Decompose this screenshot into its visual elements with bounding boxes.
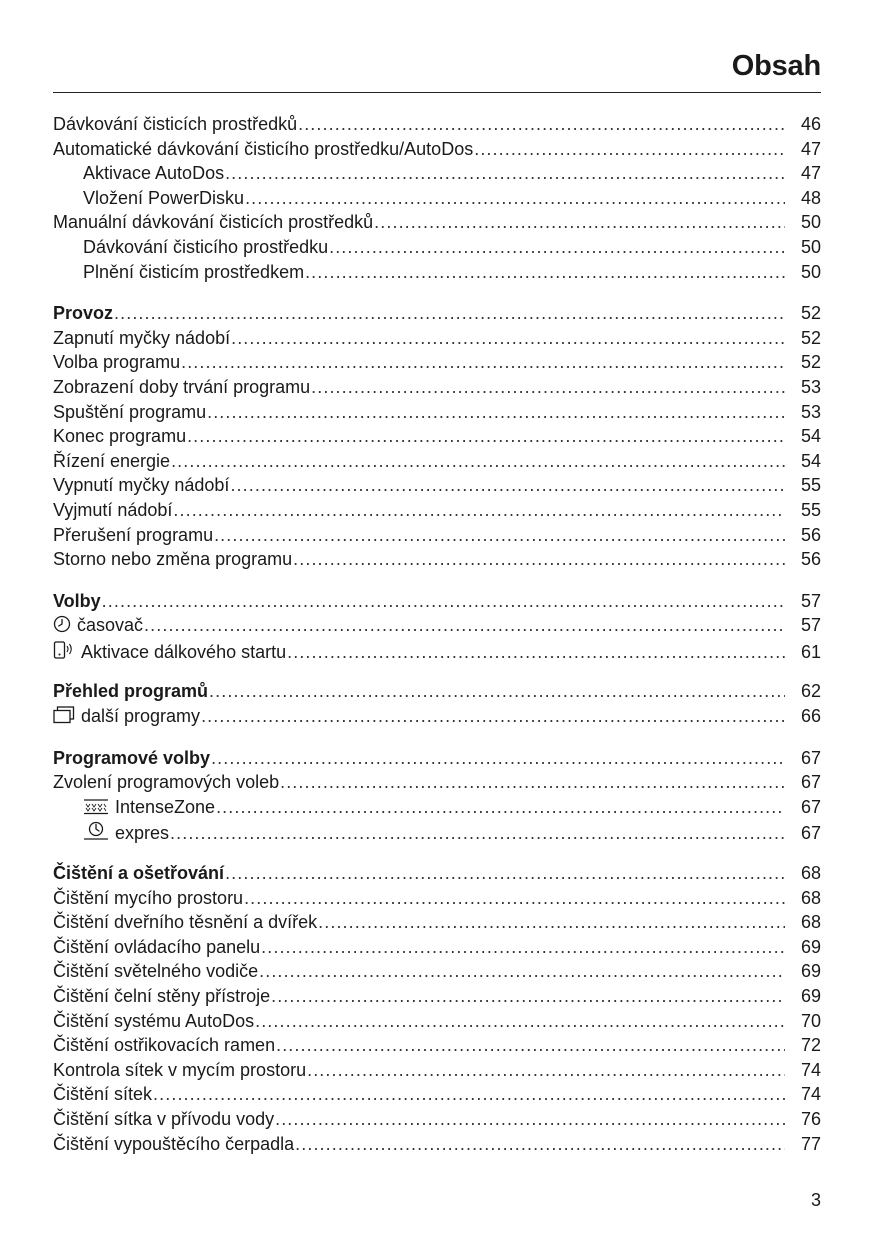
dot-leader (216, 795, 785, 820)
title-divider (53, 92, 821, 93)
toc-entry-label: Volba programu (53, 352, 181, 373)
dot-leader (225, 861, 785, 886)
toc-entry-label: Čištění sítek (53, 1084, 153, 1105)
toc-entry-manualni-davkovani-cisticich-prostredku[interactable] (53, 210, 821, 235)
toc-entry-title (53, 910, 317, 935)
dot-leader (201, 704, 785, 729)
dot-leader (298, 112, 785, 137)
toc-entry-davkovani-cisticich-prostredku[interactable] (53, 112, 821, 137)
page-title: Obsah (731, 50, 821, 82)
toc-entry-title (53, 1033, 275, 1058)
toc-entry-rizeni-energie[interactable] (53, 449, 821, 474)
toc-page-number: 67 (800, 823, 821, 844)
toc-entry-aktivace-dalkoveho-startu[interactable] (53, 638, 821, 663)
toc-page-number: 52 (800, 327, 821, 348)
dot-leader (114, 301, 785, 326)
toc-entry-label: Programové volby (53, 747, 211, 768)
toc-entry-cisteni-systemu-autodos[interactable] (53, 1009, 821, 1034)
toc-page-number: 67 (800, 796, 821, 817)
expres-icon (83, 821, 109, 848)
dot-leader (230, 473, 785, 498)
toc-page-number: 52 (800, 352, 821, 373)
toc-entry-title (53, 1058, 306, 1083)
dot-leader (211, 746, 785, 771)
dot-leader (275, 1107, 785, 1132)
toc-entry-title (53, 400, 206, 425)
toc-entry-title (53, 638, 286, 665)
toc-entry-title (53, 935, 260, 960)
dot-leader (209, 679, 785, 704)
toc-entry-provoz[interactable] (53, 301, 821, 326)
toc-entry-title (53, 547, 292, 572)
toc-entry-konec-programu[interactable] (53, 424, 821, 449)
toc-entry-label: Dávkování čisticích prostředků (53, 114, 298, 134)
toc-entry-title (53, 523, 213, 548)
toc-entry-volby[interactable] (53, 589, 821, 614)
dot-leader (293, 547, 785, 572)
toc-entry-label: Zapnutí myčky nádobí (53, 327, 231, 348)
toc-page-number: 70 (800, 1010, 821, 1031)
toc-entry-title (53, 984, 270, 1009)
toc-entry-dalsi-programy[interactable] (53, 704, 821, 729)
toc-entry-cisteni-a-osetrovani[interactable] (53, 861, 821, 886)
toc-entry-label: Kontrola sítek v mycím prostoru (53, 1059, 307, 1080)
dot-leader (474, 137, 785, 162)
toc-entry-prehled-programu[interactable] (53, 679, 821, 704)
page-number: 3 (810, 1190, 821, 1210)
toc-section (53, 301, 821, 572)
toc-entry-title (53, 1009, 254, 1034)
toc-page-number: 76 (800, 1108, 821, 1129)
toc-entry-label: Čištění sítka v přívodu vody (53, 1108, 275, 1129)
remote-start-icon (53, 640, 75, 667)
toc-page-number: 50 (800, 236, 821, 257)
toc-entry-title (53, 301, 113, 326)
toc-entry-title (53, 959, 258, 984)
toc-entry-label: Čištění ovládacího panelu (53, 936, 261, 957)
toc-section (53, 589, 821, 663)
toc-page-number: 48 (800, 187, 821, 208)
dot-leader (170, 821, 785, 846)
toc-entry-label: Aktivace AutoDos (83, 163, 225, 184)
toc-entry-label: Storno nebo změna programu (53, 549, 293, 570)
dot-leader (271, 984, 785, 1009)
dot-leader (295, 1132, 785, 1157)
toc-entry-label: Automatické dávkování čisticího prostředku/AutoDos (53, 138, 474, 159)
toc-entry-title (53, 1107, 274, 1132)
toc-entry-volba-programu[interactable] (53, 350, 821, 375)
toc-entry-title (53, 210, 373, 235)
toc-entry-label: časovač (77, 615, 144, 636)
toc-entry-cisteni-myciho-prostoru[interactable] (53, 886, 821, 911)
toc-page-number: 56 (800, 524, 821, 545)
dot-leader (144, 613, 785, 638)
toc-entry-label: Čištění vypouštěcího čerpadla (53, 1133, 295, 1154)
toc-entry-title (53, 679, 208, 704)
toc-entry-title (53, 861, 224, 886)
toc-entry-expres[interactable] (53, 819, 821, 844)
toc-entry-label: Plnění čisticím prostředkem (83, 261, 305, 282)
dot-leader (261, 935, 785, 960)
dot-leader (259, 959, 785, 984)
toc-entry-intensezone[interactable] (53, 795, 821, 820)
toc-entry-label: Dávkování čisticího prostředku (83, 236, 329, 257)
toc-entry-label: Vyjmutí nádobí (53, 499, 173, 520)
table-of-contents (53, 112, 821, 1173)
toc-entry-cisteni-ostrikovacich-ramen[interactable] (53, 1033, 821, 1058)
toc-entry-label: IntenseZone (115, 796, 216, 817)
toc-entry-vyjmuti-nadobi[interactable] (53, 498, 821, 523)
dot-leader (225, 161, 785, 186)
toc-entry-title (53, 112, 297, 137)
toc-entry-title (53, 498, 172, 523)
dot-leader (287, 640, 785, 665)
clock-icon (53, 615, 71, 640)
toc-entry-label: Přerušení programu (53, 524, 214, 545)
toc-page-number: 67 (800, 747, 821, 768)
toc-page-number: 57 (800, 590, 821, 611)
dot-leader (207, 400, 785, 425)
toc-entry-label: Čištění systému AutoDos (53, 1010, 255, 1031)
toc-entry-label: expres (115, 823, 170, 844)
dot-leader (231, 326, 785, 351)
toc-entry-label: Řízení energie (53, 450, 171, 471)
toc-entry-cisteni-vypousteciho-cerpadla[interactable] (53, 1132, 821, 1157)
toc-entry-label: Zvolení programových voleb (53, 772, 280, 793)
toc-entry-title (53, 704, 200, 729)
toc-entry-label: Volby (53, 590, 101, 611)
toc-page-number: 50 (800, 261, 821, 282)
toc-entry-vypnuti-mycky-nadobi[interactable] (53, 473, 821, 498)
toc-page-number: 77 (800, 1133, 821, 1154)
dot-leader (153, 1082, 785, 1107)
dot-leader (374, 210, 785, 235)
toc-entry-cisteni-ovladaciho-panelu[interactable] (53, 935, 821, 960)
dot-leader (305, 260, 785, 285)
toc-page-number: 66 (800, 706, 821, 727)
toc-entry-label: Aktivace dálkového startu (81, 641, 287, 662)
dot-leader (307, 1058, 785, 1083)
toc-entry-label: Přehled programů (53, 681, 209, 702)
toc-entry-title (53, 589, 101, 614)
toc-page-number: 47 (800, 138, 821, 159)
toc-entry-vlozeni-powerdisku[interactable] (53, 186, 821, 211)
toc-page-number: 67 (800, 772, 821, 793)
toc-entry-cisteni-sitka-v-privodu-vody[interactable] (53, 1107, 821, 1132)
toc-entry-title (53, 424, 186, 449)
toc-entry-label: další programy (81, 706, 201, 727)
toc-page-number: 55 (800, 499, 821, 520)
toc-section (53, 679, 821, 728)
toc-entry-label: Provoz (53, 303, 114, 324)
toc-entry-zvoleni-programovych-voleb[interactable] (53, 770, 821, 795)
toc-entry-title (53, 137, 473, 162)
toc-entry-label: Spuštění programu (53, 401, 207, 422)
toc-entry-title (53, 473, 229, 498)
dot-leader (318, 910, 785, 935)
toc-entry-cisteni-dverniho-tesneni-a-dvirek[interactable] (53, 910, 821, 935)
toc-entry-label: Čištění ostřikovacích ramen (53, 1035, 276, 1056)
toc-entry-label: Čištění a ošetřování (53, 863, 225, 884)
toc-page-number: 57 (800, 615, 821, 636)
toc-section (53, 861, 821, 1156)
toc-page-number: 54 (800, 426, 821, 447)
toc-entry-label: Manuální dávkování čisticích prostředků (53, 212, 374, 233)
toc-entry-aktivace-autodos[interactable] (53, 161, 821, 186)
toc-page-number: 55 (800, 475, 821, 496)
toc-page-number: 53 (800, 401, 821, 422)
toc-entry-casovac[interactable] (53, 613, 821, 638)
toc-entry-label: Vypnutí myčky nádobí (53, 475, 230, 496)
toc-entry-title (83, 161, 224, 186)
toc-page-number: 61 (800, 641, 821, 662)
toc-entry-cisteni-svetelneho-vodice[interactable] (53, 959, 821, 984)
dot-leader (171, 449, 785, 474)
toc-entry-label: Čištění mycího prostoru (53, 887, 244, 908)
toc-entry-automaticke-davkovani-cisticiho-prostredku-autodos[interactable] (53, 137, 821, 162)
toc-entry-zapnuti-mycky-nadobi[interactable] (53, 326, 821, 351)
toc-page-number: 46 (800, 114, 821, 134)
toc-entry-title (53, 326, 230, 351)
dot-leader (255, 1009, 785, 1034)
toc-entry-label: Čištění čelní stěny přístroje (53, 986, 271, 1006)
toc-entry-title (53, 350, 180, 375)
toc-entry-title (53, 375, 310, 400)
toc-entry-title (83, 186, 244, 211)
dot-leader (187, 424, 785, 449)
toc-entry-title (83, 819, 169, 846)
toc-page-number: 74 (800, 1084, 821, 1105)
more-programs-icon (53, 706, 75, 731)
dot-leader (280, 770, 785, 795)
toc-page-number: 52 (800, 303, 821, 324)
dot-leader (245, 186, 785, 211)
dot-leader (276, 1033, 785, 1058)
toc-entry-title (53, 886, 243, 911)
toc-entry-title (53, 449, 170, 474)
toc-entry-cisteni-sitek[interactable] (53, 1082, 821, 1107)
toc-entry-label: Konec programu (53, 426, 187, 447)
toc-page-number: 54 (800, 450, 821, 471)
toc-page-number: 56 (800, 549, 821, 570)
toc-section (53, 746, 821, 844)
toc-page-number: 47 (800, 163, 821, 184)
toc-page-number: 68 (800, 887, 821, 908)
dot-leader (173, 498, 785, 523)
toc-entry-title (53, 613, 143, 638)
toc-entry-plneni-cisticim-prostredkem[interactable] (53, 260, 821, 285)
toc-entry-title (53, 746, 210, 771)
toc-page-number: 72 (800, 1035, 821, 1056)
toc-section (53, 112, 821, 284)
toc-page-number: 53 (800, 376, 821, 397)
dot-leader (102, 589, 785, 614)
toc-entry-spusteni-programu[interactable] (53, 400, 821, 425)
intensezone-icon (83, 797, 109, 822)
toc-entry-storno-nebo-zmena-programu[interactable] (53, 547, 821, 572)
toc-entry-title (53, 1082, 152, 1107)
toc-entry-davkovani-cisticiho-prostredku[interactable] (53, 235, 821, 260)
dot-leader (329, 235, 785, 260)
dot-leader (214, 523, 785, 548)
toc-page-number: 62 (800, 681, 821, 702)
toc-entry-cisteni-celni-steny-pristroje[interactable] (53, 984, 821, 1009)
dot-leader (181, 350, 785, 375)
dot-leader (311, 375, 785, 400)
dot-leader (244, 886, 785, 911)
toc-entry-title (83, 795, 215, 820)
toc-entry-zobrazeni-doby-trvani-programu[interactable] (53, 375, 821, 400)
toc-entry-label: Čištění světelného vodiče (53, 961, 259, 982)
toc-page-number: 68 (800, 912, 821, 933)
toc-entry-title (83, 235, 328, 260)
toc-entry-title (53, 770, 279, 795)
toc-entry-preruseni-programu[interactable] (53, 523, 821, 548)
toc-page-number: 74 (800, 1059, 821, 1080)
toc-page-number: 68 (800, 863, 821, 884)
toc-entry-kontrola-sitek-v-mycim-prostoru[interactable] (53, 1058, 821, 1083)
toc-page-number: 50 (800, 212, 821, 233)
toc-entry-title (53, 1132, 294, 1157)
toc-entry-programove-volby[interactable] (53, 746, 821, 771)
toc-page-number: 69 (800, 986, 821, 1006)
toc-entry-label: Čištění dveřního těsnění a dvířek (53, 912, 318, 933)
toc-entry-title (83, 260, 304, 285)
toc-page-number: 69 (800, 936, 821, 957)
toc-entry-label: Zobrazení doby trvání programu (53, 376, 311, 397)
toc-page-number: 69 (800, 961, 821, 982)
toc-entry-label: Vložení PowerDisku (83, 187, 245, 208)
